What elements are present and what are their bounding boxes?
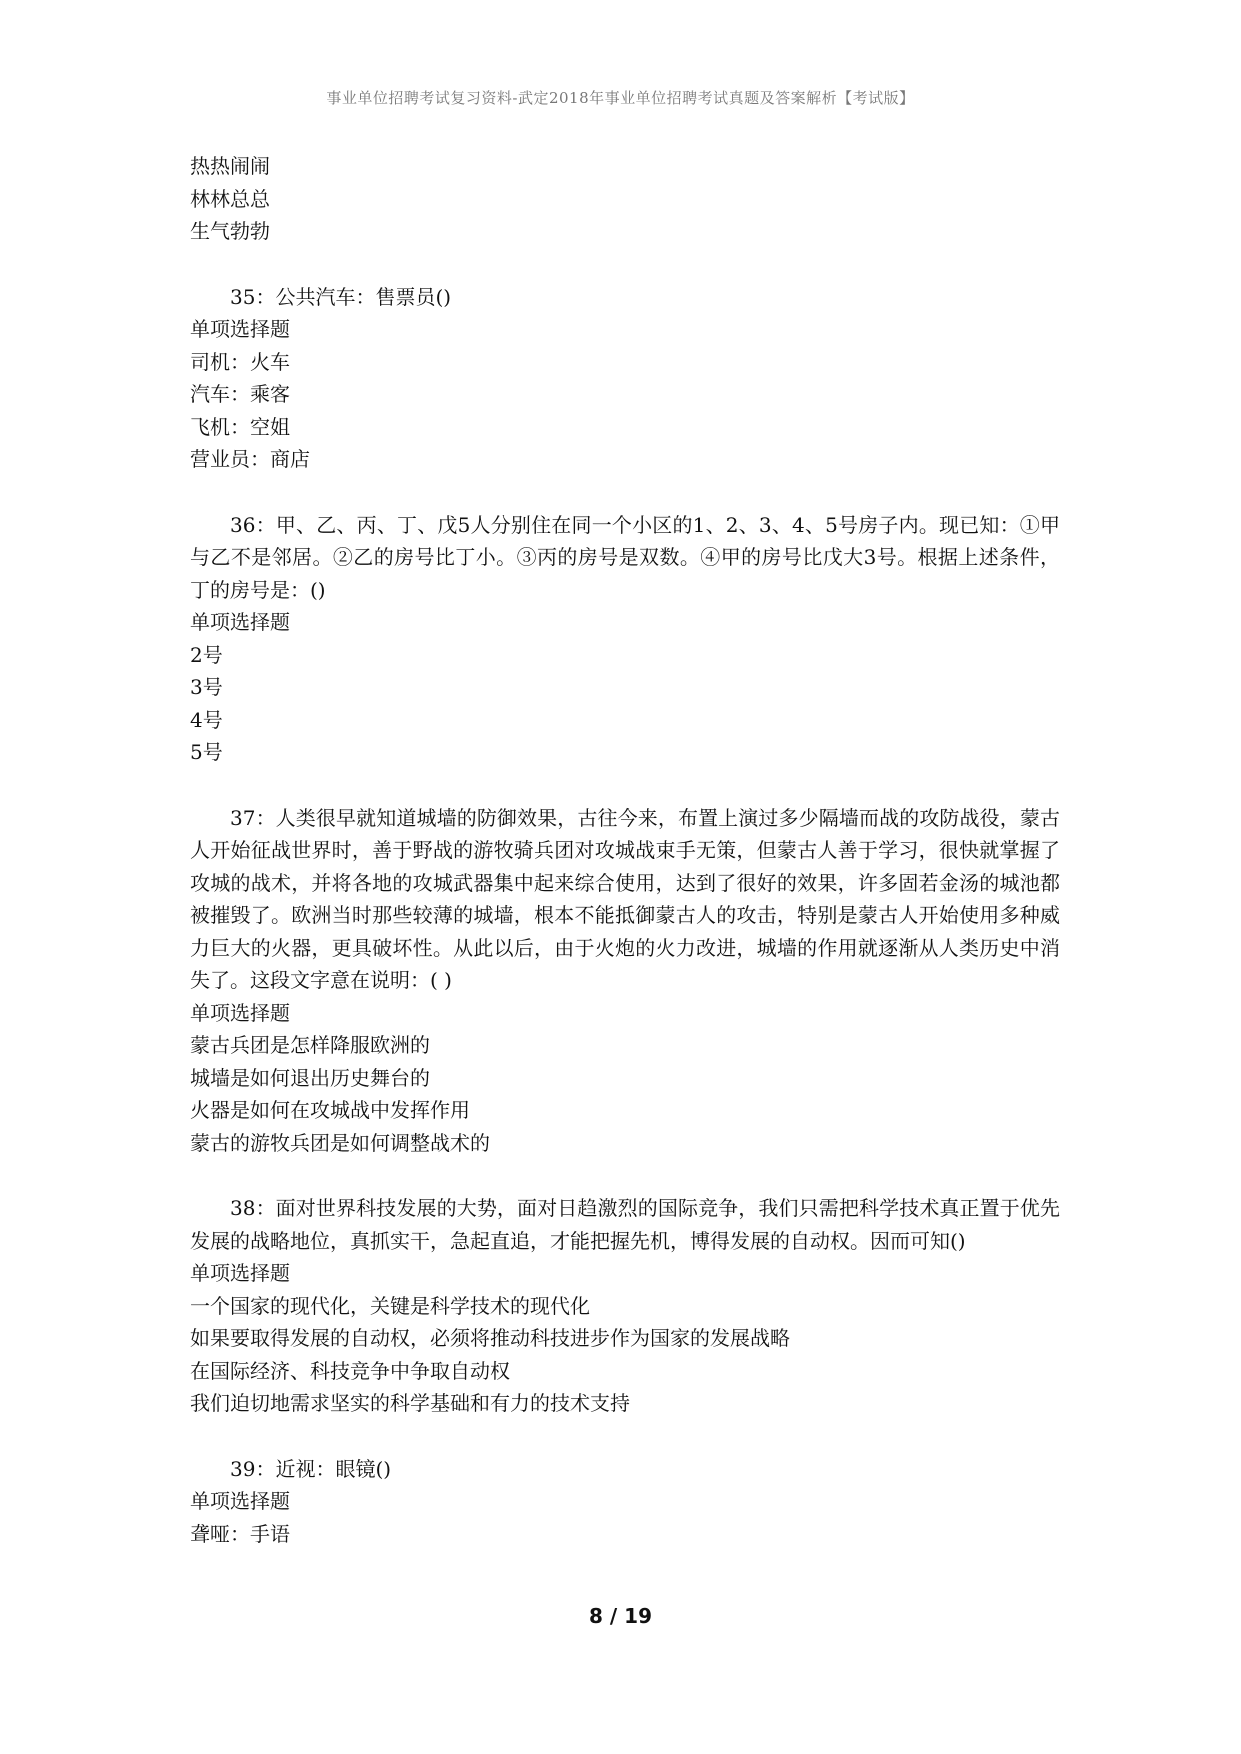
question-stem: 39：近视：眼镜() xyxy=(230,1456,392,1481)
option-item: 汽车：乘客 xyxy=(190,382,290,406)
question-stem: 36：甲、乙、丙、丁、戊5人分别住在同一个小区的1、2、3、4、5号房子内。现已知：①甲与乙不是邻居。②乙的房号比丁小。③丙的房号是双数。④甲的房号比戊大3号。根据上述条件，丁的房号是：() xyxy=(190,512,1060,602)
option-item: 如果要取得发展的自动权，必须将推动科技进步作为国家的发展战略 xyxy=(190,1326,790,1350)
option-item: 在国际经济、科技竞争中争取自动权 xyxy=(190,1358,510,1383)
question-stem: 37：人类很早就知道城墙的防御效果，古往今来，布置上演过多少隔墙而战的攻防战役，蒙古人开始征战世界时，善于野战的游牧骑兵团对攻城战束手无策，但蒙古人善于学习，很快就掌握了攻城的战术，并将各地的攻城武器集中起来综合使用，达到了很好的效果，许多固若金汤的城池都被摧毁了。欧洲当时那些较薄的城墙，根本不能抵御蒙古人的攻击，特别是蒙古人开始使用多种威力巨大的火器，更具破坏性。从此以后，由于火炮的火力改进，城墙的作用就逐渐从人类历史中消失了。这段文字意在说明：( ) xyxy=(190,805,1060,992)
page-number: 8 / 19 xyxy=(589,1604,652,1628)
option-item: 2号 xyxy=(190,642,223,667)
question-type: 单项选择题 xyxy=(190,1000,290,1025)
question-type: 单项选择题 xyxy=(190,1261,290,1285)
question-35 xyxy=(190,281,1060,476)
option-item: 火器是如何在攻城战中发挥作用 xyxy=(190,1098,470,1122)
option-item: 蒙古的游牧兵团是如何调整战术的 xyxy=(190,1130,490,1155)
option-item: 生气勃勃 xyxy=(190,219,270,243)
question-type: 单项选择题 xyxy=(190,610,290,634)
question-39 xyxy=(190,1453,1060,1551)
question-37 xyxy=(190,802,1060,1160)
option-item: 聋哑：手语 xyxy=(190,1521,290,1546)
option-item: 4号 xyxy=(190,707,223,732)
option-item: 蒙古兵团是怎样降服欧洲的 xyxy=(190,1033,430,1057)
option-item: 3号 xyxy=(190,675,223,699)
option-item: 飞机：空姐 xyxy=(190,414,290,439)
option-item: 一个国家的现代化，关键是科学技术的现代化 xyxy=(190,1293,590,1318)
page-content xyxy=(190,150,1060,1550)
question-type: 单项选择题 xyxy=(190,317,290,341)
question-36 xyxy=(190,509,1060,769)
page-header: 事业单位招聘考试复习资料-武定2018年事业单位招聘考试真题及答案解析【考试版】 xyxy=(326,89,915,107)
question-38 xyxy=(190,1192,1060,1420)
option-item: 司机：火车 xyxy=(190,349,290,374)
question-stem: 35：公共汽车：售票员() xyxy=(230,284,452,309)
prev-question-options xyxy=(190,150,1060,248)
option-item: 营业员：商店 xyxy=(190,447,310,471)
question-type: 单项选择题 xyxy=(190,1489,290,1513)
option-item: 5号 xyxy=(190,740,223,764)
question-stem: 38：面对世界科技发展的大势，面对日趋激烈的国际竞争，我们只需把科学技术真正置于优先发展的战略地位，真抓实干，急起直追，才能把握先机，博得发展的自动权。因而可知() xyxy=(190,1196,1060,1253)
option-item: 热热闹闹 xyxy=(190,154,270,178)
option-item: 城墙是如何退出历史舞台的 xyxy=(190,1065,430,1090)
option-item: 林林总总 xyxy=(190,186,270,211)
option-item: 我们迫切地需求坚实的科学基础和有力的技术支持 xyxy=(190,1391,630,1415)
